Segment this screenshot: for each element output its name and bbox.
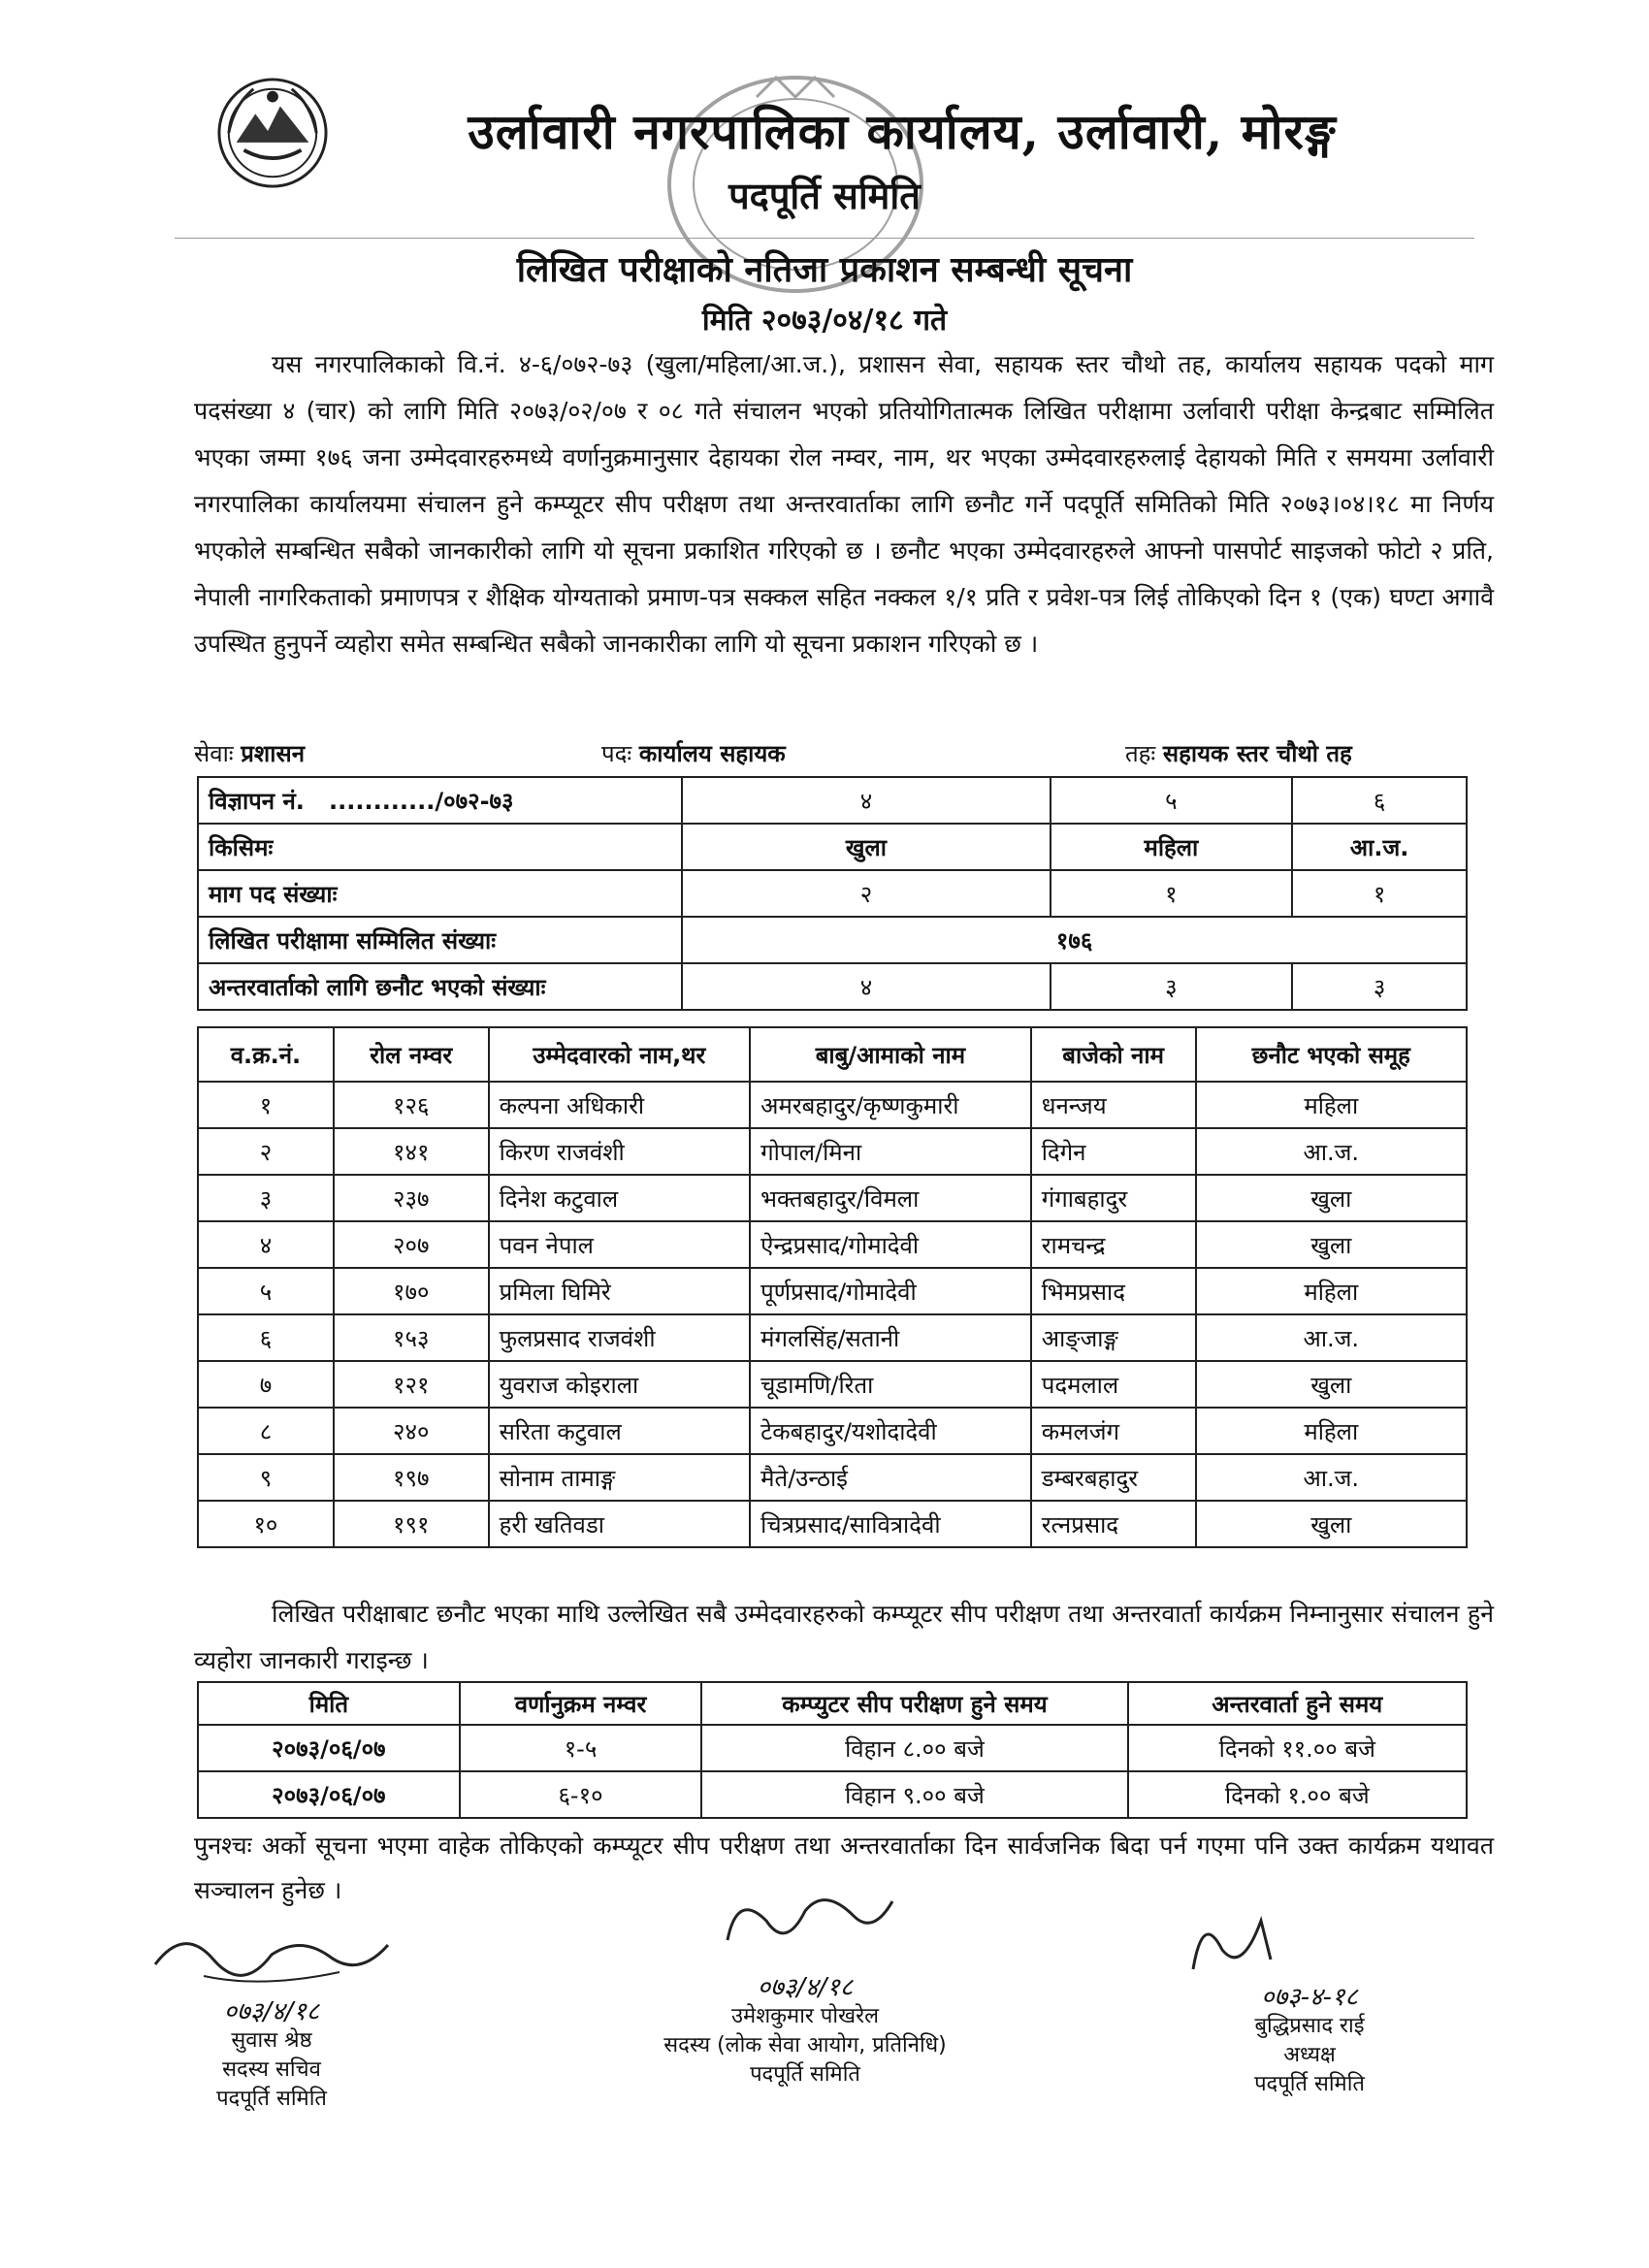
service-meta (194, 737, 305, 769)
signature-date: ०७३/४/१८ (223, 1997, 320, 2026)
advert-number: ............/०७२-७३ (328, 787, 514, 815)
schedule-cell: १-५ (460, 1725, 702, 1771)
table-row (198, 917, 1467, 963)
advert-label: विज्ञापन नं. (209, 787, 305, 815)
summary-cell: ५ (1051, 777, 1293, 824)
candidate-cell: ६ (198, 1314, 334, 1361)
summary-cell: ४ (682, 777, 1050, 824)
summary-cell: १ (1292, 870, 1467, 917)
column-header: कम्प्युटर सीप परीक्षण हुने समय (701, 1682, 1127, 1725)
table-row (198, 870, 1467, 917)
post-label: पदः (601, 740, 632, 767)
candidate-cell: युवराज कोइराला (489, 1361, 751, 1408)
candidate-cell: फुलप्रसाद राजवंशी (489, 1314, 751, 1361)
candidate-cell: कमलजंग (1031, 1408, 1196, 1454)
summary-cell: किसिमः (198, 824, 682, 870)
column-header: छनौट भएको समूह (1196, 1027, 1467, 1082)
candidate-cell: ८ (198, 1408, 334, 1454)
notice-paragraph (194, 341, 1494, 667)
signature-scribble-icon (708, 1882, 902, 1969)
summary-cell: ३ (1051, 963, 1293, 1010)
signatory-committee: पदपूर्ति समिति (216, 2087, 327, 2111)
candidate-cell: भिमप्रसाद (1031, 1268, 1196, 1314)
candidate-cell: ४ (198, 1221, 334, 1268)
candidate-cell: ५ (198, 1268, 334, 1314)
summary-cell: महिला (1051, 824, 1293, 870)
table-row (198, 1361, 1467, 1408)
candidate-cell: डम्बरबहादुर (1031, 1454, 1196, 1501)
schedule-cell: २०७३/०६/०७ (198, 1725, 460, 1771)
summary-cell: लिखित परीक्षामा सम्मिलित संख्याः (198, 917, 682, 963)
candidate-cell: दिनेश कटुवाल (489, 1175, 751, 1221)
candidate-cell: प्रमिला घिमिरे (489, 1268, 751, 1314)
candidate-cell: २ (198, 1128, 334, 1175)
schedule-cell: ६-१० (460, 1771, 702, 1818)
notice-title: लिखित परीक्षाको नतिजा प्रकाशन सम्बन्धी सूचना (516, 250, 1133, 290)
candidate-cell: २०७ (334, 1221, 489, 1268)
candidate-cell: ७ (198, 1361, 334, 1408)
column-header: बाबु/आमाको नाम (750, 1027, 1031, 1082)
signatory-role: सदस्य सचिव (222, 2057, 321, 2082)
table-row (198, 963, 1467, 1010)
table-row (198, 1268, 1467, 1314)
column-header: मिति (198, 1682, 460, 1725)
signatory-name: सुवास श्रेष्ठ (231, 2028, 312, 2053)
signature-date: ०७३-४-१८ (1261, 1983, 1358, 2012)
candidate-cell: पूर्णप्रसाद/गोमादेवी (750, 1268, 1031, 1314)
candidate-cell: गोपाल/मिना (750, 1128, 1031, 1175)
level-label: तहः (1125, 740, 1156, 767)
candidate-cell: पवन नेपाल (489, 1221, 751, 1268)
candidate-cell: २४० (334, 1408, 489, 1454)
candidate-cell: १९७ (334, 1454, 489, 1501)
paragraph-text: यस नगरपालिकाको वि.नं. ४-६/०७२-७३ (खुला/महिला/आ.ज.), प्रशासन सेवा, सहायक स्तर चौथो तह, कार्यालय सहायक पदको माग पदसंख्या ४ (चार) को लागि मिति २०७३/०२/०७ र ०८ गते संचालन भएको प्रतियोगितात्मक लिखित परीक्षामा उर्लावारी परीक्षा केन्द्रबाट सम्मिलित भएका जम्मा १७६ जना उम्मेदवारहरुमध्ये वर्णानुक्रमानुसार देहायका रोल नम्वर, नाम, थर भएका उम्मेदवारहरुलाई देहायको मिति र समयमा उर्लावारी नगरपालिका कार्यालयमा संचालन हुने कम्प्यूटर सीप परीक्षण तथा अन्तरवार्ताका लागि छनौट गर्ने पदपूर्ति समितिको मिति २०७३।०४।१८ मा निर्णय भएकोले सम्बन्धित सबैको जानकारीको लागि यो सूचना प्रकाशित गरिएको छ । छनौट भएका उम्मेदवारहरुले आफ्नो पासपोर्ट साइजको फोटो २ प्रति, नेपाली नागरिकताको प्रमाणपत्र र शैक्षिक योग्यताको प्रमाण-पत्र सक्कल सहित नक्कल १/१ प्रति र प्रवेश-पत्र लिई तोकिएको दिन १ (एक) घण्टा अगावै उपस्थित हुनुपर्ने व्यहोरा समेत सम्बन्धित सबैको जानकारीका लागि यो सूचना प्रकाशन गरिएको छ । (194, 350, 1494, 658)
candidate-cell: २३७ (334, 1175, 489, 1221)
summary-cell: ४ (682, 963, 1050, 1010)
summary-table (197, 776, 1468, 1011)
table-row (198, 1408, 1467, 1454)
service-value: प्रशासन (241, 740, 306, 767)
column-header: बाजेको नाम (1031, 1027, 1196, 1082)
candidate-cell: कल्पना अधिकारी (489, 1082, 751, 1128)
summary-cell: १७६ (682, 917, 1467, 963)
notice-date: मिति २०७३/०४/१८ गते (701, 304, 948, 338)
schedule-cell: विहान ८.०० बजे (701, 1725, 1127, 1771)
candidate-cell: रामचन्द्र (1031, 1221, 1196, 1268)
table-header-row (198, 1682, 1467, 1725)
schedule-paragraph (194, 1591, 1494, 1684)
table-row (198, 777, 1467, 824)
candidate-cell: चित्रप्रसाद/सावित्रादेवी (750, 1501, 1031, 1547)
table-row (198, 1771, 1467, 1818)
summary-cell: अन्तरवार्ताको लागि छनौट भएको संख्याः (198, 963, 682, 1010)
candidate-cell: महिला (1196, 1268, 1467, 1314)
candidate-cell: ३ (198, 1175, 334, 1221)
candidate-cell: धनन्जय (1031, 1082, 1196, 1128)
candidate-cell: अमरबहादुर/कृष्णकुमारी (750, 1082, 1031, 1128)
candidate-cell: १२१ (334, 1361, 489, 1408)
column-header: अन्तरवार्ता हुने समय (1128, 1682, 1467, 1725)
divider (175, 238, 1474, 239)
candidate-cell: १० (198, 1501, 334, 1547)
table-row (198, 1082, 1467, 1128)
signature-psc-member (611, 1882, 999, 2090)
table-row (198, 824, 1467, 870)
signatory-name: बुद्धिप्रसाद राई (1254, 2014, 1365, 2038)
candidates-body (198, 1082, 1467, 1547)
summary-cell: १ (1051, 870, 1293, 917)
paragraph-text: लिखित परीक्षाबाट छनौट भएका माथि उल्लेखित सबै उम्मेदवारहरुको कम्प्यूटर सीप परीक्षण तथा अन्तरवार्ता कार्यक्रम निम्नानुसार संचालन हुने व्यहोरा जानकारी गराइन्छ । (194, 1600, 1494, 1674)
column-header: व.क्र.नं. (198, 1027, 334, 1082)
candidate-cell: सरिता कटुवाल (489, 1408, 751, 1454)
candidate-cell: ऐन्द्रप्रसाद/गोमादेवी (750, 1221, 1031, 1268)
candidate-cell: खुला (1196, 1221, 1467, 1268)
candidate-cell: टेकबहादुर/यशोदादेवी (750, 1408, 1031, 1454)
signature-chairperson (1164, 1901, 1455, 2099)
schedule-cell: विहान ९.०० बजे (701, 1771, 1127, 1818)
column-header: रोल नम्वर (334, 1027, 489, 1082)
candidate-cell: दिगेन (1031, 1128, 1196, 1175)
signatory-name: उमेशकुमार पोखरेल (730, 2004, 880, 2028)
candidate-cell: मंगलसिंह/सतानी (750, 1314, 1031, 1361)
candidate-cell: खुला (1196, 1175, 1467, 1221)
candidate-cell: मैते/उन्ठाई (750, 1454, 1031, 1501)
candidate-cell: १४१ (334, 1128, 489, 1175)
committee-subtitle: पदपूर्ति समिति (728, 174, 921, 217)
schedule-cell: २०७३/०६/०७ (198, 1771, 460, 1818)
column-header: उम्मेदवारको नाम,थर (489, 1027, 751, 1082)
candidate-cell: १५३ (334, 1314, 489, 1361)
level-value: सहायक स्तर चौथो तह (1162, 740, 1352, 767)
candidate-cell: भक्तबहादुर/विमला (750, 1175, 1031, 1221)
summary-cell (198, 777, 682, 824)
candidate-cell: १७० (334, 1268, 489, 1314)
candidate-cell: रत्नप्रसाद (1031, 1501, 1196, 1547)
summary-cell: आ.ज. (1292, 824, 1467, 870)
signatory-committee: पदपूर्ति समिति (750, 2062, 860, 2087)
postscript: पुनश्चः अर्को सूचना भएमा वाहेक तोकिएको कम्प्यूटर सीप परीक्षण तथा अन्तरवार्ताका दिन सार्वजनिक बिदा पर्न गएमा पनि उक्त कार्यक्रम यथावत सञ्चालन हुनेछ । (194, 1831, 1494, 1904)
signature-scribble-icon (146, 1916, 398, 1993)
candidate-cell: किरण राजवंशी (489, 1128, 751, 1175)
candidates-table (197, 1026, 1468, 1548)
summary-cell: ६ (1292, 777, 1467, 824)
signature-scribble-icon (1174, 1901, 1445, 1979)
office-title: उर्लावारी नगरपालिका कार्यालय, उर्लावारी, मोरङ्ग (468, 103, 1337, 160)
schedule-cell: दिनको १.०० बजे (1128, 1771, 1467, 1818)
candidate-cell: महिला (1196, 1408, 1467, 1454)
schedule-table (197, 1681, 1468, 1819)
candidate-cell: आ.ज. (1196, 1314, 1467, 1361)
signatory-role: अध्यक्ष (1283, 2043, 1336, 2067)
nepal-emblem-icon (215, 76, 330, 190)
summary-cell: माग पद संख्याः (198, 870, 682, 917)
schedule-cell: दिनको ११.०० बजे (1128, 1725, 1467, 1771)
candidate-cell: महिला (1196, 1082, 1467, 1128)
table-row (198, 1314, 1467, 1361)
table-row (198, 1454, 1467, 1501)
candidate-cell: पदमलाल (1031, 1361, 1196, 1408)
candidate-cell: आ.ज. (1196, 1454, 1467, 1501)
table-header-row (198, 1027, 1467, 1082)
summary-cell: २ (682, 870, 1050, 917)
post-meta (601, 737, 786, 769)
candidate-cell: चूडामणि/रिता (750, 1361, 1031, 1408)
candidate-cell: हरी खतिवडा (489, 1501, 751, 1547)
candidate-cell: १२६ (334, 1082, 489, 1128)
table-row (198, 1221, 1467, 1268)
table-row (198, 1501, 1467, 1547)
candidate-cell: सोनाम तामाङ्ग (489, 1454, 751, 1501)
post-value: कार्यालय सहायक (638, 740, 786, 767)
candidate-cell: गंगाबहादुर (1031, 1175, 1196, 1221)
level-meta (1125, 737, 1352, 769)
candidate-cell: १ (198, 1082, 334, 1128)
signatory-committee: पदपूर्ति समिति (1254, 2072, 1365, 2096)
signatory-role: सदस्य (लोक सेवा आयोग, प्रतिनिधि) (663, 2033, 947, 2057)
service-label: सेवाः (194, 740, 234, 767)
candidate-cell: आङ्जाङ्ग (1031, 1314, 1196, 1361)
table-row (198, 1128, 1467, 1175)
summary-cell: खुला (682, 824, 1050, 870)
candidate-cell: खुला (1196, 1361, 1467, 1408)
column-header: वर्णानुक्रम नम्वर (460, 1682, 702, 1725)
candidate-cell: ९ (198, 1454, 334, 1501)
table-row (198, 1725, 1467, 1771)
candidate-cell: आ.ज. (1196, 1128, 1467, 1175)
table-row (198, 1175, 1467, 1221)
candidate-cell: १९१ (334, 1501, 489, 1547)
candidate-cell: खुला (1196, 1501, 1467, 1547)
signature-date: ०७३/४/१८ (757, 1973, 854, 2002)
summary-cell: ३ (1292, 963, 1467, 1010)
signature-member-secretary (136, 1916, 407, 2114)
